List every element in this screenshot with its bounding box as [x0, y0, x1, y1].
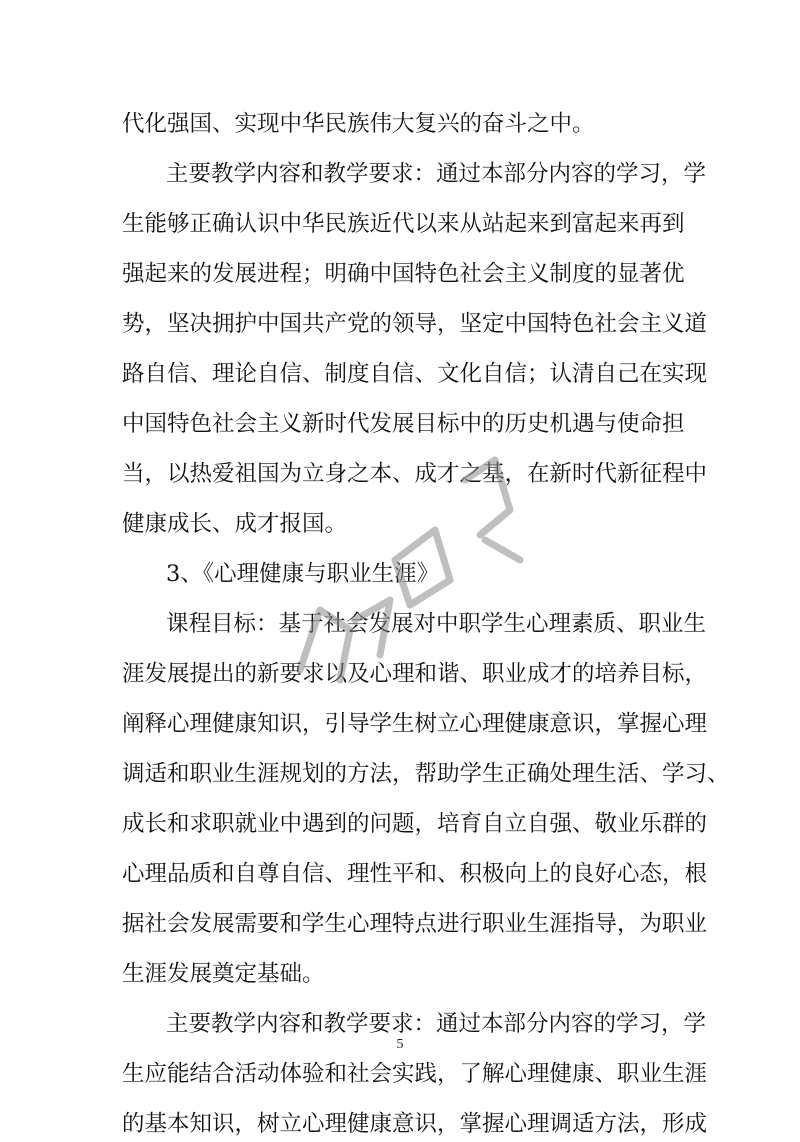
text-line-12: 涯发展提出的新要求以及心理和谐、职业成才的培养目标，: [122, 661, 708, 687]
text-line-13: 阐释心理健康知识，引导学生树立心理健康意识，掌握心理: [122, 711, 708, 737]
text-line-5: 势，坚决拥护中国共产党的领导，坚定中国特色社会主义道: [122, 311, 708, 337]
text-line-2: 主要教学内容和教学要求：通过本部分内容的学习，学: [166, 161, 707, 187]
text-line-6: 路自信、理论自信、制度自信、文化自信；认清自己在实现: [122, 361, 708, 387]
text-line-14: 调适和职业生涯规划的方法，帮助学生正确处理生活、学习、: [122, 761, 730, 787]
section-heading: 3、《心理健康与职业生涯》: [166, 561, 440, 587]
text-line-4: 强起来的发展进程；明确中国特色社会主义制度的显著优: [122, 261, 685, 287]
text-line-7: 中国特色社会主义新时代发展目标中的历史机遇与使命担: [122, 411, 685, 437]
text-line-8: 当，以热爱祖国为立身之本、成才之基，在新时代新征程中: [122, 461, 708, 487]
text-line-15: 成长和求职就业中遇到的问题，培育自立自强、敬业乐群的: [122, 811, 708, 837]
text-line-19: 主要教学内容和教学要求：通过本部分内容的学习，学: [166, 1011, 707, 1037]
text-line-18: 生涯发展奠定基础。: [122, 961, 325, 987]
text-line-9: 健康成长、成才报国。: [122, 511, 348, 537]
text-line-20: 生应能结合活动体验和社会实践，了解心理健康、职业生涯: [122, 1061, 708, 1087]
page-number: 5: [396, 1037, 404, 1052]
text-line-3: 生能够正确认识中华民族近代以来从站起来到富起来再到: [122, 211, 685, 237]
text-line-16: 心理品质和自尊自信、理性平和、积极向上的良好心态，根: [122, 861, 708, 887]
text-line-17: 据社会发展需要和学生心理特点进行职业生涯指导，为职业: [122, 911, 708, 937]
text-line-21: 的基本知识，树立心理健康意识，掌握心理调适方法，形成: [122, 1111, 708, 1137]
text-line-11: 课程目标：基于社会发展对中职学生心理素质、职业生: [166, 611, 707, 637]
text-line-1: 代化强国、实现中华民族伟大复兴的奋斗之中。: [122, 111, 595, 137]
